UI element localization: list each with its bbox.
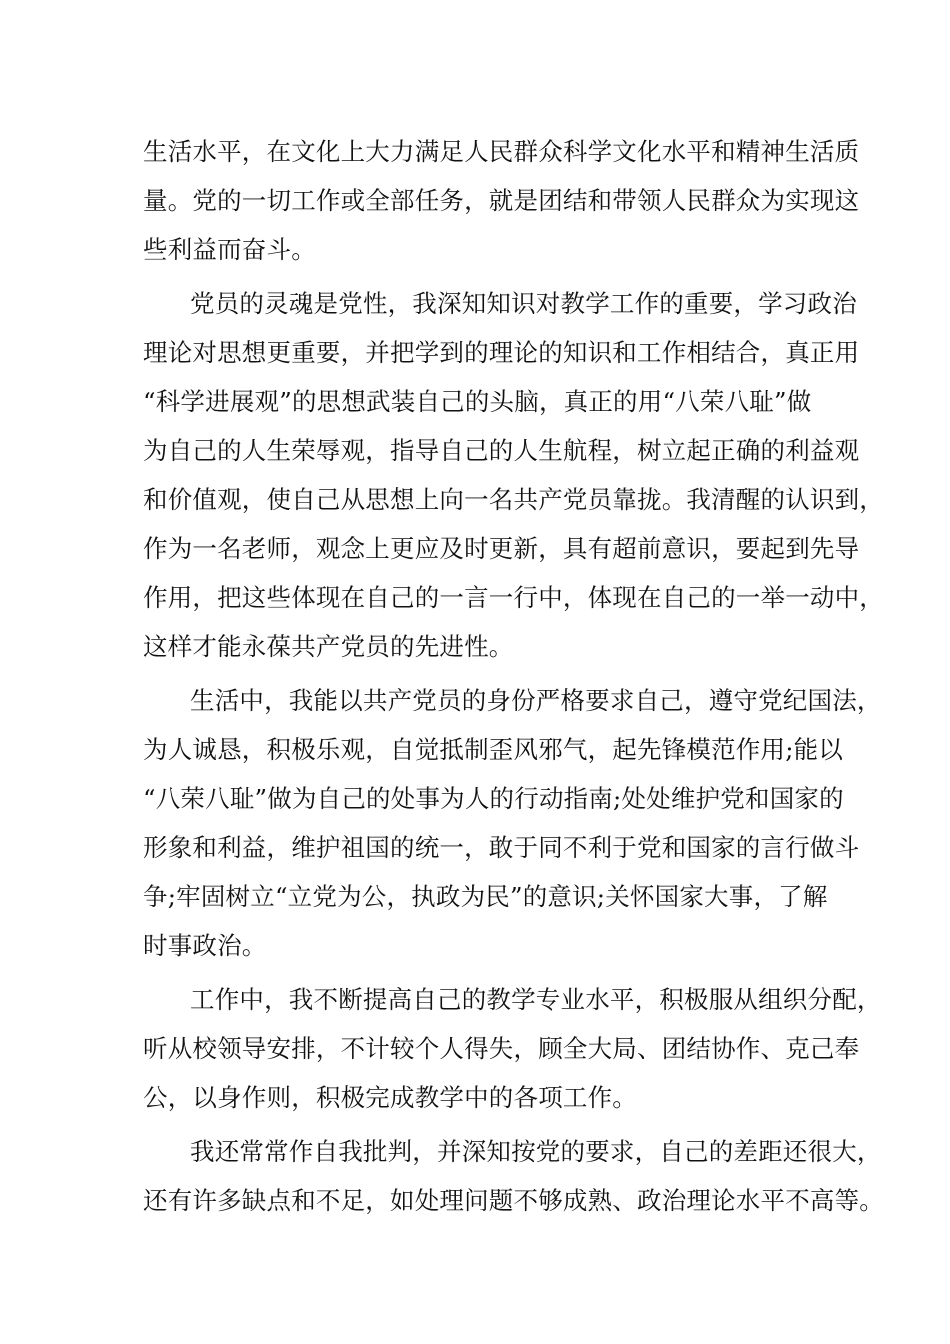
text-line: 为自己的人生荣辱观，指导自己的人生航程，树立起正确的利益观 xyxy=(143,436,860,465)
text-line: 量。党的一切工作或全部任务，就是团结和带领人民群众为实现这 xyxy=(143,186,860,215)
paragraph-start-line: 工作中，我不断提高自己的教学专业水平，积极服从组织分配， xyxy=(190,985,882,1014)
text-line: 作用，把这些体现在自己的一言一行中，体现在自己的一举一动中， xyxy=(143,583,884,612)
text-line: 为人诚恳，积极乐观，自觉抵制歪风邪气，起先锋模范作用;能以 xyxy=(143,735,844,764)
text-line: “科学进展观”的思想武装自己的头脑，真正的用“八荣八耻”做 xyxy=(143,387,812,416)
text-line: 还有许多缺点和不足，如处理问题不够成熟、政治理论水平不高等。 xyxy=(143,1186,884,1215)
text-line: “八荣八耻”做为自己的处事为人的行动指南;处处维护党和国家的 xyxy=(143,784,844,813)
text-line: 作为一名老师，观念上更应及时更新，具有超前意识，要起到先导 xyxy=(143,534,860,563)
text-line: 和价值观，使自己从思想上向一名共产党员靠拢。我清醒的认识到， xyxy=(143,485,884,514)
paragraph-start-line: 我还常常作自我批判，并深知按党的要求，自己的差距还很大， xyxy=(190,1137,882,1166)
text-line: 些利益而奋斗。 xyxy=(143,235,316,264)
text-line: 理论对思想更重要，并把学到的理论的知识和工作相结合，真正用 xyxy=(143,338,860,367)
text-line: 听从校领导安排，不计较个人得失，顾全大局、团结协作、克己奉 xyxy=(143,1034,860,1063)
text-line: 形象和利益，维护祖国的统一，敢于同不利于党和国家的言行做斗 xyxy=(143,833,860,862)
text-line: 这样才能永葆共产党员的先进性。 xyxy=(143,632,514,661)
text-line: 时事政治。 xyxy=(143,931,267,960)
text-line: 公，以身作则，积极完成教学中的各项工作。 xyxy=(143,1083,637,1112)
text-line: 生活水平，在文化上大力满足人民群众科学文化水平和精神生活质 xyxy=(143,137,860,166)
paragraph-start-line: 生活中，我能以共产党员的身份严格要求自己，遵守党纪国法， xyxy=(190,686,882,715)
paragraph-start-line: 党员的灵魂是党性，我深知知识对教学工作的重要，学习政治 xyxy=(190,289,857,318)
text-line: 争;牢固树立“立党为公，执政为民”的意识;关怀国家大事，了解 xyxy=(143,882,828,911)
